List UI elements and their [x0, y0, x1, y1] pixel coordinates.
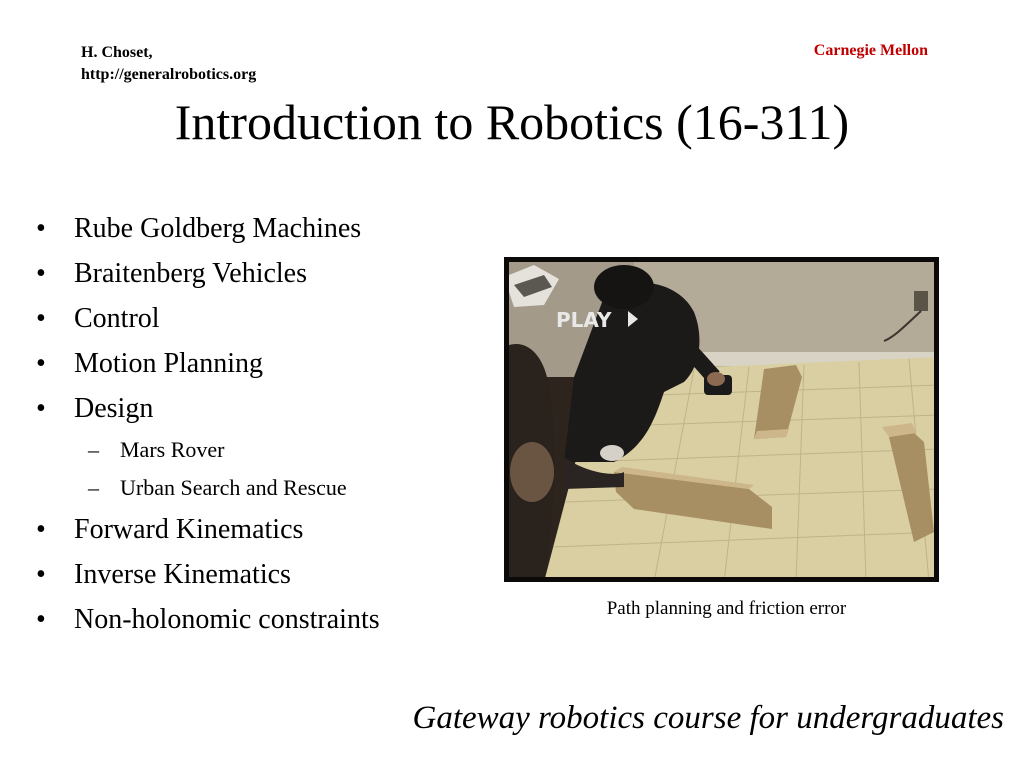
topic-item: • Motion Planning — [36, 341, 380, 386]
organization-name: Carnegie Mellon — [813, 42, 928, 59]
slide-title: Introduction to Robotics (16-311) — [174, 94, 850, 150]
topic-subitem: – Mars Rover — [36, 431, 380, 469]
author-credit — [81, 42, 256, 86]
play-overlay-label: PLAY — [556, 308, 612, 332]
topic-subitem: – Urban Search and Rescue — [36, 469, 380, 507]
course-tagline: Gateway robotics course for undergraduates — [412, 700, 1004, 736]
author-url: http://generalrobotics.org — [81, 66, 257, 83]
topic-item: • Non-holonomic constraints — [36, 597, 380, 642]
photo-caption: Path planning and friction error — [606, 598, 847, 619]
topic-item: • Design — [36, 386, 380, 431]
topic-list — [36, 206, 380, 642]
topic-item: • Braitenberg Vehicles — [36, 251, 380, 296]
topic-item: • Forward Kinematics — [36, 507, 380, 552]
video-still-photo — [504, 257, 939, 582]
topic-item: • Rube Goldberg Machines — [36, 206, 380, 251]
topic-item: • Inverse Kinematics — [36, 552, 380, 597]
topic-item: • Control — [36, 296, 380, 341]
author-name: H. Choset, — [81, 44, 153, 61]
